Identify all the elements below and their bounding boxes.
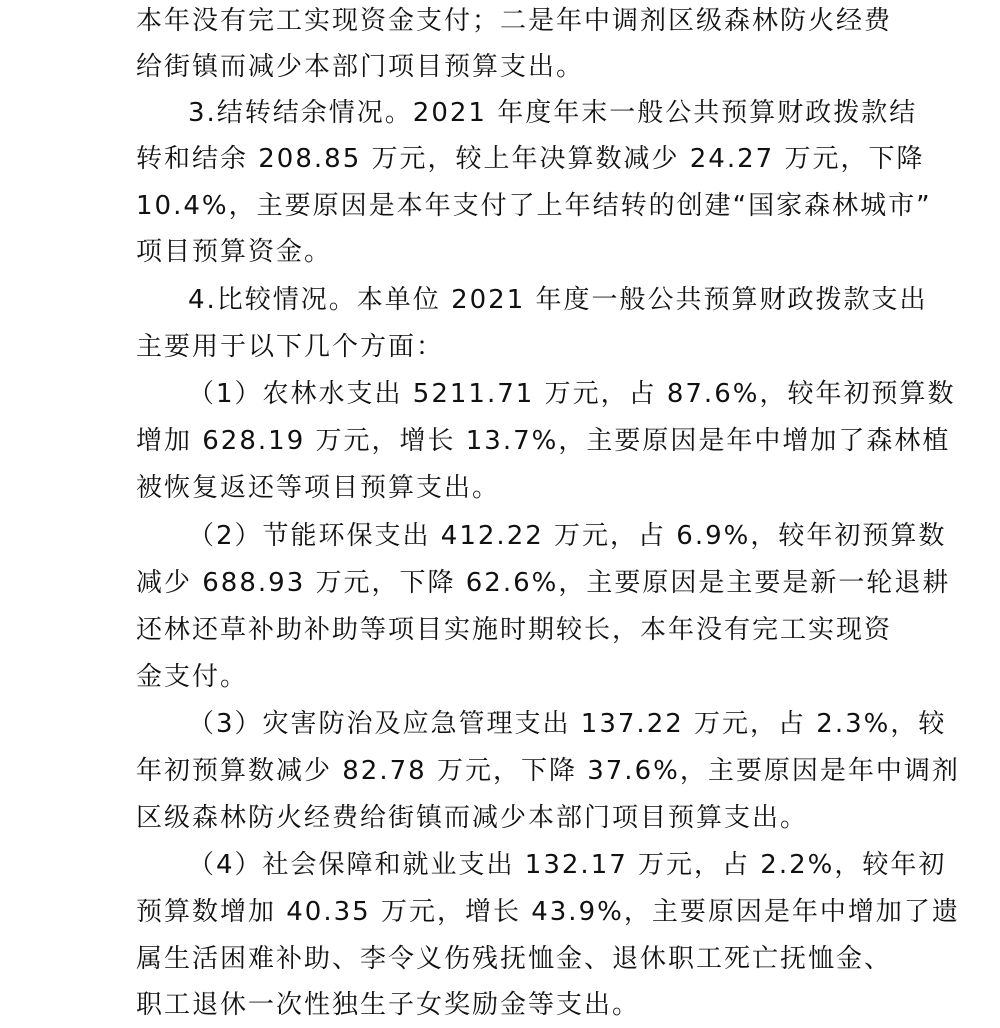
text-line-4: 转和结余 208.85 万元，较上年决算数减少 24.27 万元，下降 [136, 144, 925, 174]
text-line-18: 区级森林防火经费给街镇而减少本部门项目预算支出。 [136, 803, 809, 833]
text-line-16: （3）灾害防治及应急管理支出 137.22 万元，占 2.3%，较 [188, 709, 947, 739]
text-line-2: 给街镇而减少本部门项目预算支出。 [136, 52, 585, 82]
text-line-20: 预算数增加 40.35 万元，增长 43.9%，主要原因是年中增加了遗 [136, 897, 960, 927]
text-line-6: 项目预算资金。 [136, 237, 333, 267]
text-line-7: 4.比较情况。本单位 2021 年度一般公共预算财政拨款支出 [188, 285, 928, 315]
text-line-22: 职工退休一次性独生子女奖励金等支出。 [136, 990, 641, 1020]
text-line-8: 主要用于以下几个方面： [136, 332, 445, 362]
text-line-3: 3.结转结余情况。2021 年度年末一般公共预算财政拨款结 [188, 98, 918, 128]
text-line-12: （2）节能环保支出 412.22 万元，占 6.9%，较年初预算数 [188, 521, 947, 551]
text-line-5: 10.4%，主要原因是本年支付了上年结转的创建“国家森林城市” [136, 191, 932, 221]
text-line-14: 还林还草补助补助等项目实施时期较长，本年没有完工实现资 [136, 615, 893, 645]
text-line-19: （4）社会保障和就业支出 132.17 万元，占 2.2%，较年初 [188, 850, 947, 880]
text-line-15: 金支付。 [136, 662, 249, 692]
text-line-9: （1）农林水支出 5211.71 万元，占 87.6%，较年初预算数 [188, 379, 956, 409]
text-line-21: 属生活困难补助、李令义伤残抚恤金、退休职工死亡抚恤金、 [136, 944, 893, 974]
text-line-17: 年初预算数减少 82.78 万元，下降 37.6%，主要原因是年中调剂 [136, 756, 960, 786]
text-line-1: 本年没有完工实现资金支付；二是年中调剂区级森林防火经费 [136, 6, 893, 36]
text-line-10: 增加 628.19 万元，增长 13.7%，主要原因是年中增加了森林植 [136, 426, 951, 456]
text-line-13: 减少 688.93 万元，下降 62.6%，主要原因是主要是新一轮退耕 [136, 568, 951, 598]
text-line-11: 被恢复返还等项目预算支出。 [136, 473, 501, 503]
